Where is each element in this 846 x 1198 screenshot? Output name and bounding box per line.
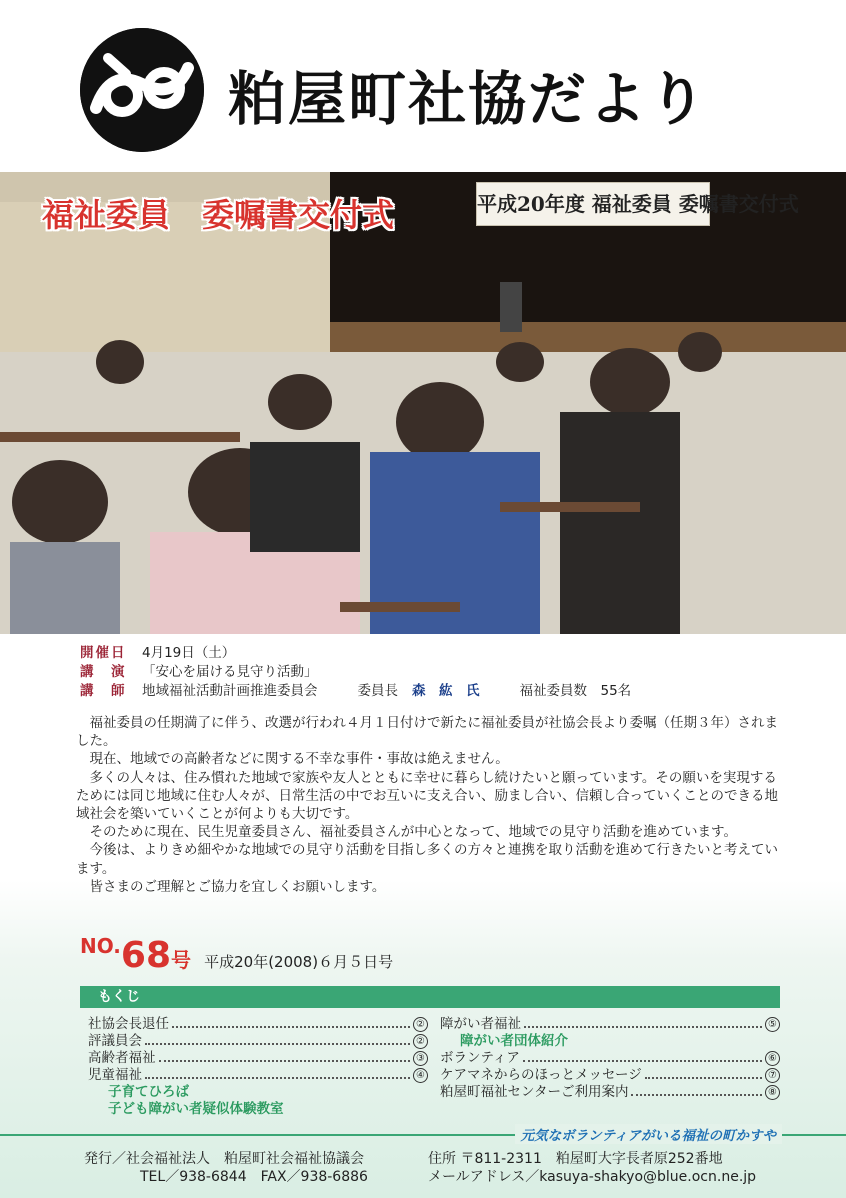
body-paragraph: 現在、地域での高齢者などに関する不幸な事件・事故は絶えません。 (89, 751, 509, 768)
publisher-name: 発行／社会福祉法人 粕屋町社会福祉協議会 (84, 1151, 364, 1167)
event-date-label: 開催日 (80, 645, 127, 661)
hall-audience-image (0, 172, 846, 634)
page-number-badge: ② (413, 1034, 428, 1049)
toc-item[interactable]: ケアマネからのほっとメッセージ ⑦ (440, 1067, 780, 1084)
lecture-value: 「安心を届ける見守り活動」 (142, 664, 318, 680)
issue-number (80, 934, 393, 976)
page-number-badge: ② (413, 1017, 428, 1032)
issue-no-label: NO. (80, 934, 121, 958)
toc-item[interactable]: 高齢者福祉 ③ (88, 1050, 428, 1067)
lecturer-name: 森 紘 氏 (412, 683, 480, 699)
lecturer-row (80, 682, 631, 701)
page-number-badge: ⑤ (765, 1017, 780, 1032)
newsletter-title: 粕屋町社協だより (228, 65, 709, 133)
issue-number-value: 68 (120, 935, 172, 976)
toc-item[interactable]: 障がい者福祉 ⑤ (440, 1016, 780, 1033)
lecturer-org: 地域福祉活動計画推進委員会 (142, 683, 318, 699)
toc-item[interactable]: 児童福祉 ④ (88, 1067, 428, 1084)
welfare-member-count: 福祉委員数 55名 (519, 683, 632, 699)
lecture-label: 講 演 (80, 664, 127, 680)
toc-item[interactable]: 社協会長退任 ② (88, 1016, 428, 1033)
footer-slogan: 元気なボランティアがいる福祉の町かすや (515, 1124, 782, 1144)
body-paragraph: 福祉委員の任期満了に伴う、改選が行われ４月１日付けで新たに福祉委員が社協会長より委嘱（任期３年）されました。 (76, 715, 778, 750)
event-details (80, 644, 631, 701)
page-number-badge: ⑥ (765, 1051, 780, 1066)
issue-go-label: 号 (171, 948, 192, 972)
toc-item[interactable]: ボランティア ⑥ (440, 1050, 780, 1067)
ceremony-photo (0, 172, 846, 634)
toc-right-column (440, 1016, 780, 1101)
event-date-value: 4月19日（土） (142, 645, 236, 661)
event-date-row (80, 644, 631, 663)
body-paragraph: 今後は、よりきめ細やかな地域での見守り活動を目指し多くの方々と連携を取り活動を進めて行きたいと考えています。 (76, 842, 778, 877)
toc-item[interactable]: 粕屋町福祉センターご利用案内 ⑧ (440, 1084, 780, 1101)
page-number-badge: ③ (413, 1051, 428, 1066)
body-paragraph: そのために現在、民生児童委員さん、福祉委員さんが中心となって、地域での見守り活動を進めています。 (89, 824, 737, 841)
ceremony-banner: 平成20年度 福祉委員 委嘱書交付式 (476, 182, 710, 226)
issue-date: 平成20年(2008)６月５日号 (204, 953, 394, 971)
page-number-badge: ⑦ (765, 1068, 780, 1083)
toc-subitem[interactable]: 障がい者団体紹介 (460, 1033, 568, 1049)
publisher-email[interactable]: メールアドレス／kasuya-shakyo@blue.ocn.ne.jp (428, 1169, 757, 1185)
toc-subitem[interactable]: 子ども障がい者疑似体験教室 (108, 1101, 284, 1117)
body-paragraph: 多くの人々は、住み慣れた地域で家族や友人とともに幸せに暮らし続けたいと願っています。その願いを実現するためには同じ地域に住む人々が、日常生活の中でお互いに支え合い、励まし合い、信頼し合っていくことのできる地域社会を築いていくことが何よりも大切です。 (76, 769, 778, 823)
article-headline: 福祉委員 委嘱書交付式 (42, 196, 395, 234)
publisher-info (84, 1150, 368, 1186)
body-paragraph: 皆さまのご理解とご協力を宜しくお願いします。 (89, 878, 386, 895)
toc-item[interactable]: 評議員会 ② (88, 1033, 428, 1050)
toc-heading: もくじ (80, 986, 780, 1008)
lecturer-label: 講 師 (80, 683, 127, 699)
lecturer-role: 委員長 (357, 683, 398, 699)
page-number-badge: ⑧ (765, 1085, 780, 1100)
contact-info (428, 1150, 756, 1186)
shakyo-logo-icon (80, 28, 204, 152)
toc-subitem[interactable]: 子育てひろば (108, 1084, 189, 1100)
lecture-row (80, 663, 631, 682)
page-number-badge: ④ (413, 1068, 428, 1083)
masthead (0, 0, 846, 172)
toc-left-column (88, 1016, 428, 1118)
article-body (76, 714, 782, 896)
publisher-phone: TEL／938-6844 FAX／938-6886 (140, 1169, 368, 1185)
publisher-address: 住所 〒811-2311 粕屋町大字長者原252番地 (428, 1151, 723, 1167)
